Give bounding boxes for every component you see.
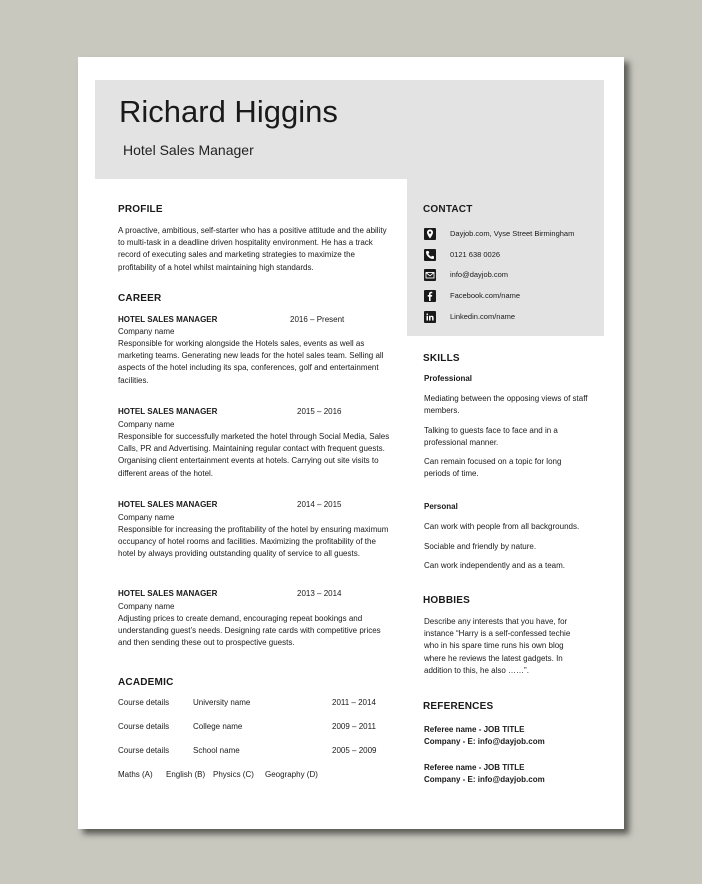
grade-4: Geography (D) [265,770,318,779]
facebook-icon [424,290,436,302]
personal-skill-2: Sociable and friendly by nature. [424,542,537,551]
job-description-4: Adjusting prices to create demand, encouraging repeat bookings and understanding guest’s needs. Designing rate cards with competitive prices and then sending these out to prospective guests. [118,614,381,648]
job-title-3: HOTEL SALES MANAGER [118,500,218,509]
academic-dates-3: 2005 – 2009 [332,746,377,755]
contact-address: Dayjob.com, Vyse Street Birmingham [450,229,575,238]
job-title-4: HOTEL SALES MANAGER [118,589,218,598]
contact-heading: CONTACT [423,204,473,215]
personal-skill-3: Can work independently and as a team. [424,561,565,570]
professional-skill-2: Talking to guests face to face and in a professional manner. [424,426,558,448]
grade-2: English (B) [166,770,206,779]
academic-dates-2: 2009 – 2011 [332,722,376,731]
location-icon [424,228,436,240]
job-company-1: Company name [118,327,175,336]
skills-heading: SKILLS [423,353,460,364]
job-dates-4: 2013 – 2014 [297,589,342,598]
academic-dates-1: 2011 – 2014 [332,698,376,707]
job-dates-1: 2016 – Present [290,315,345,324]
career-heading: CAREER [118,293,162,304]
academic-heading: ACADEMIC [118,677,174,688]
course-label-1: Course details [118,698,170,707]
course-label-2: Course details [118,722,170,731]
profile-heading: PROFILE [118,204,163,215]
personal-skill-1: Can work with people from all backgrounds. [424,522,580,531]
hobbies-heading: HOBBIES [423,595,470,606]
school-name-2: College name [193,722,243,731]
contact-phone[interactable]: 0121 638 0026 [450,250,501,259]
grade-3: Physics (C) [213,770,254,779]
references-heading: REFERENCES [423,701,494,712]
grade-1: Maths (A) [118,770,153,779]
profile-text: A proactive, ambitious, self-starter who has a positive attitude and the ability to multi-task in a deadline driven hospitality environment. He has a track record of executing sales and marketing strategies to maximize the profitability of a hotel whilst maintaining high standards. [118,226,387,272]
job-title: Hotel Sales Manager [123,142,254,158]
resume-page [78,57,624,829]
referee-company-1: Company - E: info@dayjob.com [424,737,545,746]
job-company-2: Company name [118,420,175,429]
contact-email[interactable]: info@dayjob.com [450,270,509,279]
professional-skill-1: Mediating between the opposing views of staff members. [424,394,588,416]
job-title-2: HOTEL SALES MANAGER [118,407,218,416]
personal-skills-heading: Personal [424,502,458,511]
referee-company-2: Company - E: info@dayjob.com [424,775,545,784]
hobbies-text: Describe any interests that you have, for instance “Harry is a self-confessed techie who in his spare time runs his own blog where he reviews the latest gadgets. In addition to this, he also ……”. [424,617,571,675]
job-company-3: Company name [118,513,175,522]
course-label-3: Course details [118,746,170,755]
job-dates-2: 2015 – 2016 [297,407,342,416]
linkedin-icon [424,311,436,323]
referee-name-1: Referee name - JOB TITLE [424,725,525,734]
job-description-1: Responsible for working alongside the Hotels sales, events as well as marketing teams. Generating new leads for the hotel sales team. Selling all aspects of the hotel including its spa, conferences, golf and entertainment facilities. [118,339,384,385]
job-title-1: HOTEL SALES MANAGER [118,315,218,324]
job-company-4: Company name [118,602,175,611]
job-description-2: Responsible for successfully marketed the hotel through Social Media, Sales Calls, PR and Advertising. Maintaining regular contact with frequent guests. Organising client entertainment events at hotels. Carrying out site visits to different areas of the hotel. [118,432,390,478]
header-band [95,80,604,179]
phone-icon [424,249,436,261]
contact-linkedin[interactable]: Linkedin.com/name [450,312,516,321]
school-name-1: University name [193,698,251,707]
professional-skill-3: Can remain focused on a topic for long periods of time. [424,457,562,479]
email-icon [424,269,436,281]
referee-name-2: Referee name - JOB TITLE [424,763,525,772]
school-name-3: School name [193,746,240,755]
job-description-3: Responsible for increasing the profitability of the hotel by ensuring maximum occupancy of hotel rooms and facilities. Maximizing the profitability of the hotel by always providing outstanding quality of service to all guests. [118,525,389,559]
contact-facebook[interactable]: Facebook.com/name [450,291,521,300]
candidate-name: Richard Higgins [119,94,338,129]
job-dates-3: 2014 – 2015 [297,500,342,509]
professional-skills-heading: Professional [424,374,473,383]
